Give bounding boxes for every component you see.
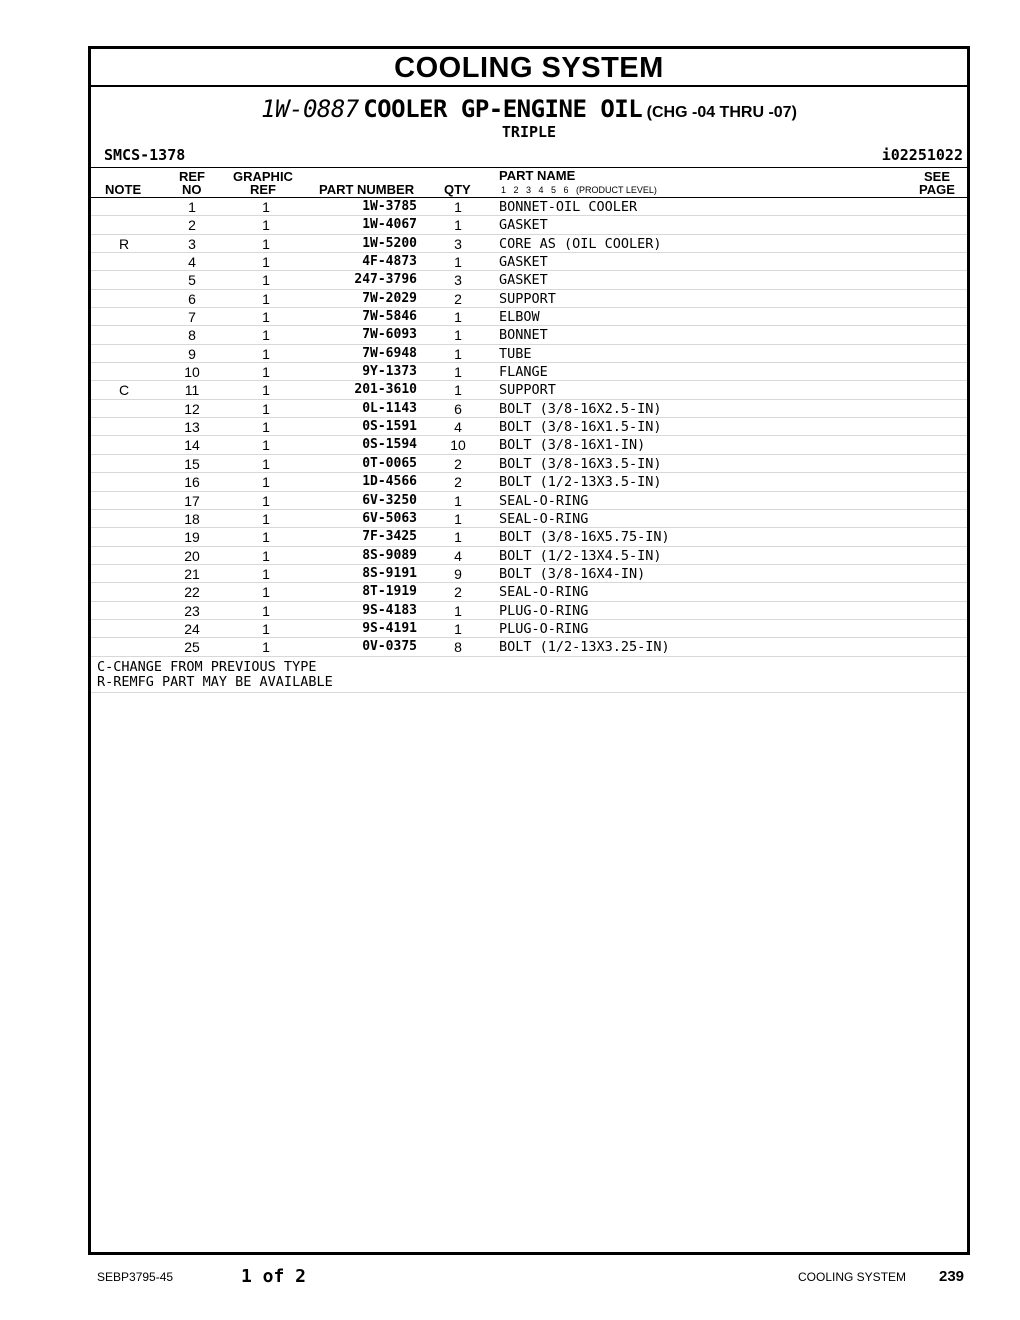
table-row	[91, 326, 967, 344]
ref-no-cell: 23	[184, 602, 200, 619]
table-row	[91, 198, 967, 216]
qty-cell: 2	[454, 474, 462, 491]
ref-no-cell: 17	[184, 492, 200, 509]
part-name-cell: GASKET	[499, 217, 548, 234]
qty-cell: 1	[454, 217, 462, 234]
ref-no-cell: 25	[184, 639, 200, 656]
part-name-cell: BOLT (3/8-16X1-IN)	[499, 437, 646, 454]
part-number-cell: 1W-3785	[362, 199, 417, 214]
table-row	[91, 271, 967, 289]
part-name-cell: BOLT (3/8-16X2.5-IN)	[499, 400, 662, 417]
qty-cell: 10	[450, 437, 466, 454]
header-ref-top: REF	[179, 169, 205, 184]
parts-page-frame	[88, 46, 970, 1255]
table-row	[91, 345, 967, 363]
table-row	[91, 418, 967, 436]
table-row	[91, 473, 967, 491]
qty-cell: 1	[454, 254, 462, 271]
graphic-ref-cell: 1	[262, 254, 270, 271]
note-cell: C	[118, 382, 130, 399]
ref-no-cell: 3	[188, 235, 196, 252]
table-row	[91, 308, 967, 326]
table-row	[91, 620, 967, 638]
part-name-cell: BONNET	[499, 327, 548, 344]
ref-no-cell: 14	[184, 437, 200, 454]
part-number-cell: 7W-5846	[362, 309, 417, 325]
part-name-cell: PLUG-O-RING	[499, 602, 589, 619]
part-name-cell: BOLT (1/2-13X3.25-IN)	[499, 639, 670, 656]
graphic-ref-cell: 1	[262, 217, 270, 234]
qty-cell: 4	[454, 419, 462, 436]
qty-cell: 2	[454, 455, 462, 472]
footer-page-number: 239	[939, 1268, 965, 1285]
part-name-cell: BOLT (1/2-13X4.5-IN)	[499, 547, 662, 564]
qty-cell: 1	[454, 364, 462, 381]
ref-no-cell: 16	[184, 474, 200, 491]
qty-cell: 3	[454, 272, 462, 289]
table-row	[91, 602, 967, 620]
illustration-id: i02251022	[881, 146, 963, 164]
graphic-ref-cell: 1	[262, 199, 270, 215]
part-number-cell: 7W-6093	[362, 327, 417, 343]
header-qty: QTY	[444, 182, 471, 197]
part-name-cell: SEAL-O-RING	[499, 492, 589, 509]
qty-cell: 6	[454, 400, 462, 417]
part-name-cell: BOLT (3/8-16X5.75-IN)	[499, 529, 670, 546]
part-number-cell: 0S-1594	[362, 437, 417, 453]
part-name-cell: SUPPORT	[499, 382, 556, 399]
graphic-ref-cell: 1	[262, 474, 270, 491]
notes-block	[91, 657, 967, 693]
part-name-cell: GASKET	[499, 272, 548, 289]
graphic-ref-cell: 1	[262, 492, 270, 509]
note-cell: R	[118, 235, 130, 252]
smcs-line	[91, 145, 967, 168]
table-row	[91, 400, 967, 418]
part-name-cell: SEAL-O-RING	[499, 584, 589, 601]
table-row	[91, 638, 967, 656]
graphic-ref-cell: 1	[262, 455, 270, 472]
ref-no-cell: 11	[184, 382, 200, 399]
part-name-cell: PLUG-O-RING	[499, 620, 589, 637]
header-graphic-bottom: REF	[250, 182, 276, 197]
page-footer	[0, 1266, 1020, 1286]
qty-cell: 1	[454, 327, 462, 344]
table-row	[91, 565, 967, 583]
table-row	[91, 363, 967, 381]
ref-no-cell: 10	[184, 364, 200, 381]
table-row	[91, 290, 967, 308]
part-number-cell: 6V-3250	[362, 492, 417, 508]
ref-no-cell: 22	[184, 584, 200, 601]
graphic-ref-cell: 1	[262, 639, 270, 656]
part-number-cell: 4F-4873	[362, 254, 417, 270]
graphic-ref-cell: 1	[262, 364, 270, 381]
part-name-cell: BOLT (3/8-16X1.5-IN)	[499, 419, 662, 436]
qty-cell: 1	[454, 199, 462, 215]
table-row	[91, 547, 967, 565]
part-number-cell: 1W-4067	[362, 217, 417, 233]
table-row	[91, 235, 967, 253]
graphic-ref-cell: 1	[262, 529, 270, 546]
footer-doc-number: SEBP3795-45	[97, 1270, 174, 1284]
group-change-range: (CHG -04 THRU -07)	[646, 104, 797, 121]
graphic-ref-cell: 1	[262, 547, 270, 564]
header-graphic-top: GRAPHIC	[233, 169, 293, 184]
table-row	[91, 381, 967, 399]
graphic-ref-cell: 1	[262, 584, 270, 601]
header-see-top: SEE	[924, 169, 951, 184]
part-name-cell: SUPPORT	[499, 290, 556, 307]
part-number-cell: 8S-9191	[362, 565, 417, 581]
part-name-cell: GASKET	[499, 254, 548, 271]
part-number-cell: 201-3610	[354, 382, 417, 398]
part-number-cell: 0L-1143	[362, 400, 417, 416]
part-number-cell: 7W-6948	[362, 345, 417, 361]
graphic-ref-cell: 1	[262, 272, 270, 289]
ref-no-cell: 6	[188, 290, 196, 307]
part-number-cell: 9Y-1373	[362, 364, 417, 380]
part-name-cell: FLANGE	[499, 364, 548, 381]
qty-cell: 9	[454, 565, 462, 582]
graphic-ref-cell: 1	[262, 345, 270, 362]
qty-cell: 1	[454, 309, 462, 326]
part-number-cell: 9S-4191	[362, 620, 417, 636]
part-number-cell: 7W-2029	[362, 290, 417, 306]
part-number-cell: 6V-5063	[362, 510, 417, 526]
qty-cell: 3	[454, 235, 462, 252]
table-row	[91, 492, 967, 510]
part-number-cell: 247-3796	[354, 272, 417, 288]
parts-list	[91, 198, 967, 657]
ref-no-cell: 19	[184, 529, 200, 546]
graphic-ref-cell: 1	[262, 327, 270, 344]
graphic-ref-cell: 1	[262, 620, 270, 637]
ref-no-cell: 4	[188, 254, 196, 271]
qty-cell: 1	[454, 345, 462, 362]
qty-cell: 1	[454, 492, 462, 509]
group-name: COOLER GP-ENGINE OIL	[363, 95, 643, 123]
header-part-number: PART NUMBER	[319, 182, 415, 197]
part-name-cell: BOLT (3/8-16X3.5-IN)	[499, 455, 662, 472]
header-product-level: 1 2 3 4 5 6 (PRODUCT LEVEL)	[501, 185, 657, 195]
qty-cell: 8	[454, 639, 462, 656]
part-number-cell: 1W-5200	[362, 235, 417, 251]
table-row	[91, 583, 967, 601]
ref-no-cell: 21	[184, 565, 200, 582]
ref-no-cell: 13	[184, 419, 200, 436]
part-number-cell: 0V-0375	[362, 639, 417, 655]
ref-no-cell: 15	[184, 455, 200, 472]
part-name-cell: CORE AS (OIL COOLER)	[499, 235, 662, 252]
graphic-ref-cell: 1	[262, 437, 270, 454]
note-line: R-REMFG PART MAY BE AVAILABLE	[97, 673, 333, 690]
part-number-cell: 1D-4566	[362, 474, 417, 490]
ref-no-cell: 24	[184, 620, 200, 637]
ref-no-cell: 9	[188, 345, 196, 362]
table-row	[91, 455, 967, 473]
part-name-cell: BOLT (3/8-16X4-IN)	[499, 565, 646, 582]
table-row	[91, 510, 967, 528]
group-part-number: 1W-0887	[261, 95, 359, 123]
qty-cell: 1	[454, 529, 462, 546]
part-number-cell: 9S-4183	[362, 602, 417, 618]
part-number-cell: 0S-1591	[362, 419, 417, 435]
table-header	[91, 168, 967, 198]
graphic-ref-cell: 1	[262, 510, 270, 527]
note-line: C-CHANGE FROM PREVIOUS TYPE	[97, 658, 317, 675]
ref-no-cell: 20	[184, 547, 200, 564]
graphic-ref-cell: 1	[262, 602, 270, 619]
smcs-code: SMCS-1378	[104, 146, 186, 164]
part-name-cell: TUBE	[499, 345, 532, 362]
group-heading	[91, 95, 967, 123]
qty-cell: 2	[454, 290, 462, 307]
table-row	[91, 436, 967, 454]
header-see-bottom: PAGE	[919, 182, 955, 197]
ref-no-cell: 8	[188, 327, 196, 344]
graphic-ref-cell: 1	[262, 400, 270, 417]
graphic-ref-cell: 1	[262, 419, 270, 436]
part-number-cell: 0T-0065	[362, 455, 417, 471]
ref-no-cell: 1	[188, 199, 196, 215]
header-ref-bottom: NO	[182, 182, 202, 197]
qty-cell: 1	[454, 510, 462, 527]
footer-page-of: 1 of 2	[241, 1266, 307, 1287]
footer-section: COOLING SYSTEM	[798, 1270, 907, 1284]
table-row	[91, 528, 967, 546]
graphic-ref-cell: 1	[262, 382, 270, 399]
part-name-cell: BOLT (1/2-13X3.5-IN)	[499, 474, 662, 491]
qty-cell: 1	[454, 620, 462, 637]
table-row	[91, 253, 967, 271]
section-title: COOLING SYSTEM	[91, 49, 967, 87]
part-number-cell: 8T-1919	[362, 584, 417, 600]
graphic-ref-cell: 1	[262, 309, 270, 326]
ref-no-cell: 18	[184, 510, 200, 527]
ref-no-cell: 5	[188, 272, 196, 289]
qty-cell: 2	[454, 584, 462, 601]
ref-no-cell: 12	[184, 400, 200, 417]
header-note: NOTE	[105, 182, 142, 197]
graphic-ref-cell: 1	[262, 235, 270, 252]
part-number-cell: 8S-9089	[362, 547, 417, 563]
part-name-cell: BONNET-OIL COOLER	[499, 199, 638, 215]
part-name-cell: SEAL-O-RING	[499, 510, 589, 527]
header-part-name: PART NAME	[499, 168, 576, 183]
qty-cell: 1	[454, 602, 462, 619]
table-row	[91, 216, 967, 234]
graphic-ref-cell: 1	[262, 565, 270, 582]
part-number-cell: 7F-3425	[362, 529, 417, 545]
graphic-ref-cell: 1	[262, 290, 270, 307]
ref-no-cell: 2	[188, 217, 196, 234]
part-name-cell: ELBOW	[499, 309, 540, 326]
ref-no-cell: 7	[188, 309, 196, 326]
qty-cell: 1	[454, 382, 462, 399]
qty-cell: 4	[454, 547, 462, 564]
group-subtitle: TRIPLE	[501, 123, 557, 141]
